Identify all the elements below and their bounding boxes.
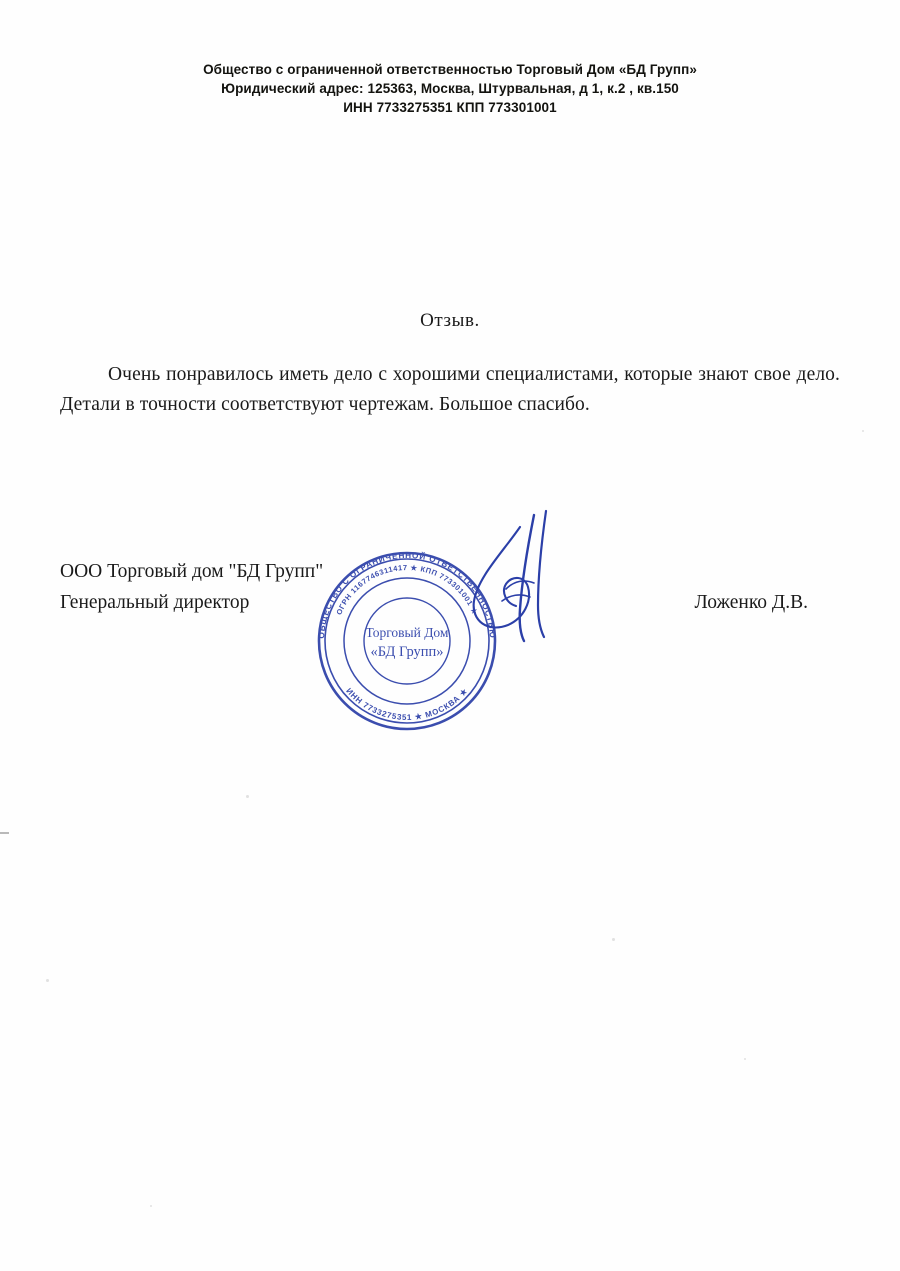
scan-speck <box>744 1058 746 1060</box>
signature-company-line: ООО Торговый дом "БД Групп" <box>60 561 324 582</box>
letterhead-tax-line: ИНН 7733275351 КПП 773301001 <box>343 100 557 115</box>
stamp-inner-top-text: ОГРН 1167746311417 ★ КПП 773301001 ★ <box>334 562 480 617</box>
handwritten-signature <box>462 505 592 665</box>
letterhead-address-line: Юридический адрес: 125363, Москва, Штурвальная, д 1, к.2 , кв.150 <box>221 81 679 96</box>
stamp-center-line-1: Торговый Дом <box>365 625 449 640</box>
scan-speck <box>150 1205 152 1207</box>
stamp-center-line-2: «БД Групп» <box>370 644 444 660</box>
stamp-outer-bottom-text: ИНН 7733275351 ★ МОСКВА ★ <box>344 686 470 723</box>
page-title: Отзыв. <box>420 310 480 331</box>
letterhead-company-line: Общество с ограниченной ответственностью Торговый Дом «БД Групп» <box>203 62 697 77</box>
signature-name: Ложенко Д.В. <box>694 592 808 613</box>
letterhead <box>0 60 900 117</box>
scan-speck <box>46 979 49 982</box>
scan-speck <box>246 795 249 798</box>
scan-edge-mark-left <box>0 832 9 834</box>
body-paragraph: Очень понравилось иметь дело с хорошими специалистами, которые знают свое дело. Детали в точности соответствуют чертежам. Большое спасибо. <box>60 364 840 415</box>
stamp-outer-top-text: ОБЩЕСТВО С ОГРАНИЧЕННОЙ ОТВЕТСТВЕННОСТЬЮ <box>316 550 498 639</box>
scan-speck <box>612 938 615 941</box>
scan-speck <box>862 430 864 432</box>
signature-position-line: Генеральный директор <box>60 592 250 613</box>
